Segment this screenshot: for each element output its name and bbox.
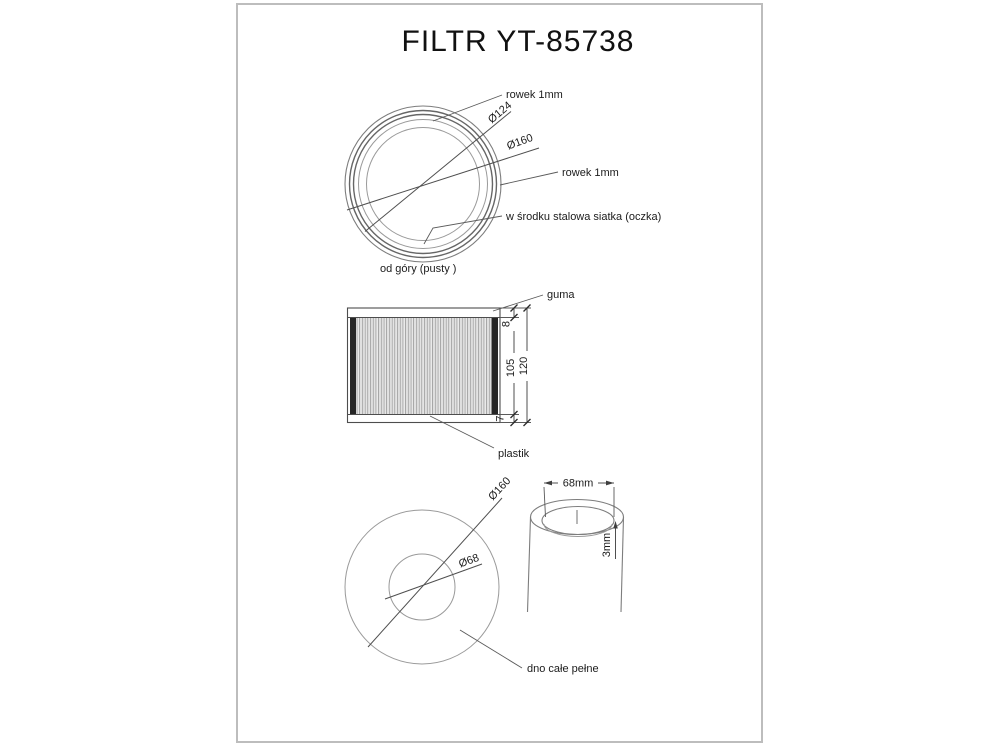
dim-text-d160: Ø160: [505, 131, 535, 153]
dim-text-d124: Ø124: [485, 99, 515, 126]
dim-text-pleat: 105: [505, 358, 517, 378]
dim-text-total: 120: [518, 356, 530, 376]
dim-text-rubber: 8: [500, 320, 513, 328]
label-groove-top: rowek 1mm: [506, 89, 563, 101]
dim-text-rim-height: 3mm: [601, 532, 613, 558]
dim-text-hole-width: 68mm: [562, 477, 594, 490]
label-plastic: plastik: [498, 448, 530, 460]
dim-text-bottom-d160: Ø160: [486, 475, 514, 503]
pleated-media: [350, 318, 498, 415]
label-groove-right: rowek 1mm: [562, 167, 619, 179]
label-solid-bottom: dno całe pełne: [527, 663, 599, 675]
dim-text-bottom-d68: Ø68: [457, 551, 481, 571]
label-mesh: w środku stalowa siatka (oczka): [506, 211, 662, 223]
page-title: FILTR YT-85738: [401, 25, 635, 58]
pleat-edge-right: [492, 318, 499, 415]
label-rubber: guma: [547, 289, 575, 301]
top-view-caption: od góry (pusty ): [380, 263, 457, 275]
dim-text-plastic: 7: [494, 415, 507, 422]
pleat-edge-left: [350, 318, 356, 415]
